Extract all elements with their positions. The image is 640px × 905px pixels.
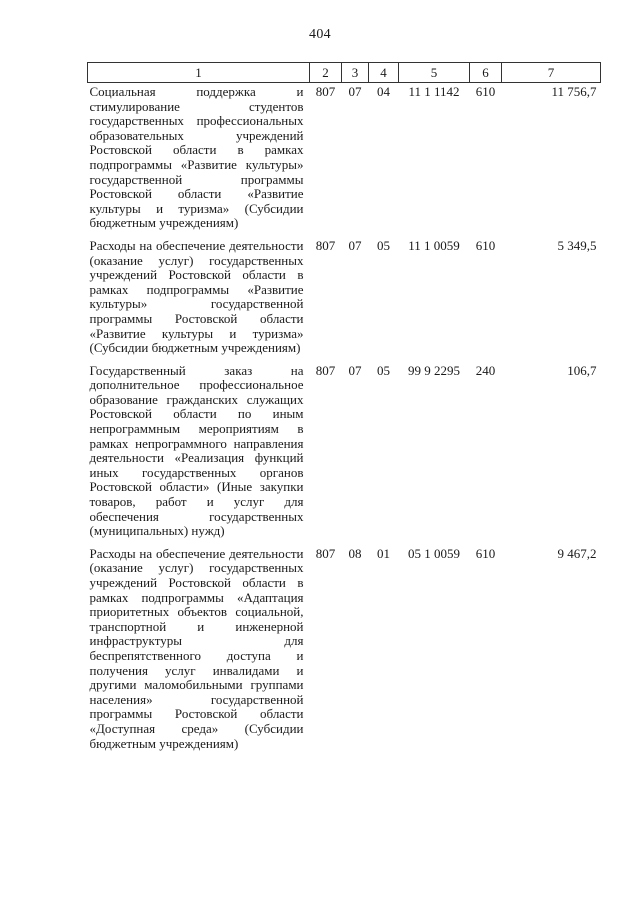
subsection-code: 05 (377, 237, 390, 253)
column-header: 7 (502, 63, 601, 83)
table-header-row (88, 63, 601, 83)
expense-type-code: 240 (475, 362, 496, 378)
subsection-code: 05 (377, 362, 390, 378)
row-description: Расходы на обеспечение деятельности (оказание услуг) государственных учреждений Ростовской области в рамках подпрограммы «Адаптация приоритетных объектов социальной, транспортной и инженерной инфраструктуры для беспрепятственного доступа и получения услуг инвалидами и другими маломобильными группами населения» государственной программы Ростовской области «Доступная среда» (Субсидии бюджетным учреждениям) (89, 545, 304, 751)
row-description: Государственный заказ на дополнительное профессиональное образование гражданских служащих Ростовской области по иным непрограммным мероприятиям в рамках непрограммного направления деятельности «Реализация функций иных государственных органов Ростовской области» (Иные закупки товаров, работ и услуг для обеспечения государственных (муниципальных) нужд) (89, 362, 304, 539)
section-code: 08 (348, 545, 362, 561)
ministry-code: 807 (315, 237, 336, 253)
expense-type-code: 610 (475, 84, 496, 99)
table-row (88, 237, 601, 362)
section-code: 07 (348, 237, 362, 253)
target-article-code: 05 1 0059 (408, 545, 460, 561)
table-row (88, 362, 601, 545)
column-header: 3 (342, 63, 369, 83)
row-description: Расходы на обеспечение деятельности (оказание услуг) государственных учреждений Ростовской области в рамках подпрограммы «Развитие культуры» государственной программы Ростовской области «Развитие культуры и туризма» (Субсидии бюджетным учреждениям) (89, 237, 304, 356)
target-article-code: 11 1 1142 (408, 84, 460, 99)
expense-type-code: 610 (475, 545, 496, 561)
amount: 106,7 (567, 362, 597, 378)
column-header: 1 (88, 63, 310, 83)
row-description: Социальная поддержка и стимулирование студентов государственных профессиональных образовательных учреждений Ростовской области в рамках подпрограммы «Развитие культуры» государственной программы Ростовской области «Развитие культуры и туризма» (Субсидии бюджетным учреждениям) (89, 84, 304, 231)
expense-type-code: 610 (475, 237, 496, 253)
ministry-code: 807 (315, 362, 336, 378)
subsection-code: 04 (377, 84, 390, 99)
column-header: 6 (470, 63, 502, 83)
column-header: 2 (310, 63, 342, 83)
section-code: 07 (348, 362, 362, 378)
amount: 11 756,7 (551, 84, 597, 99)
target-article-code: 99 9 2295 (408, 362, 460, 378)
table-row (88, 545, 601, 757)
ministry-code: 807 (315, 84, 336, 99)
column-header: 5 (399, 63, 470, 83)
ministry-code: 807 (315, 545, 336, 561)
table-row (88, 83, 601, 237)
budget-table (87, 62, 601, 757)
target-article-code: 11 1 0059 (408, 237, 460, 253)
column-header: 4 (369, 63, 399, 83)
section-code: 07 (348, 84, 362, 99)
subsection-code: 01 (377, 545, 390, 561)
page-number: 404 (309, 27, 331, 42)
amount: 5 349,5 (557, 237, 597, 253)
amount: 9 467,2 (557, 545, 597, 561)
